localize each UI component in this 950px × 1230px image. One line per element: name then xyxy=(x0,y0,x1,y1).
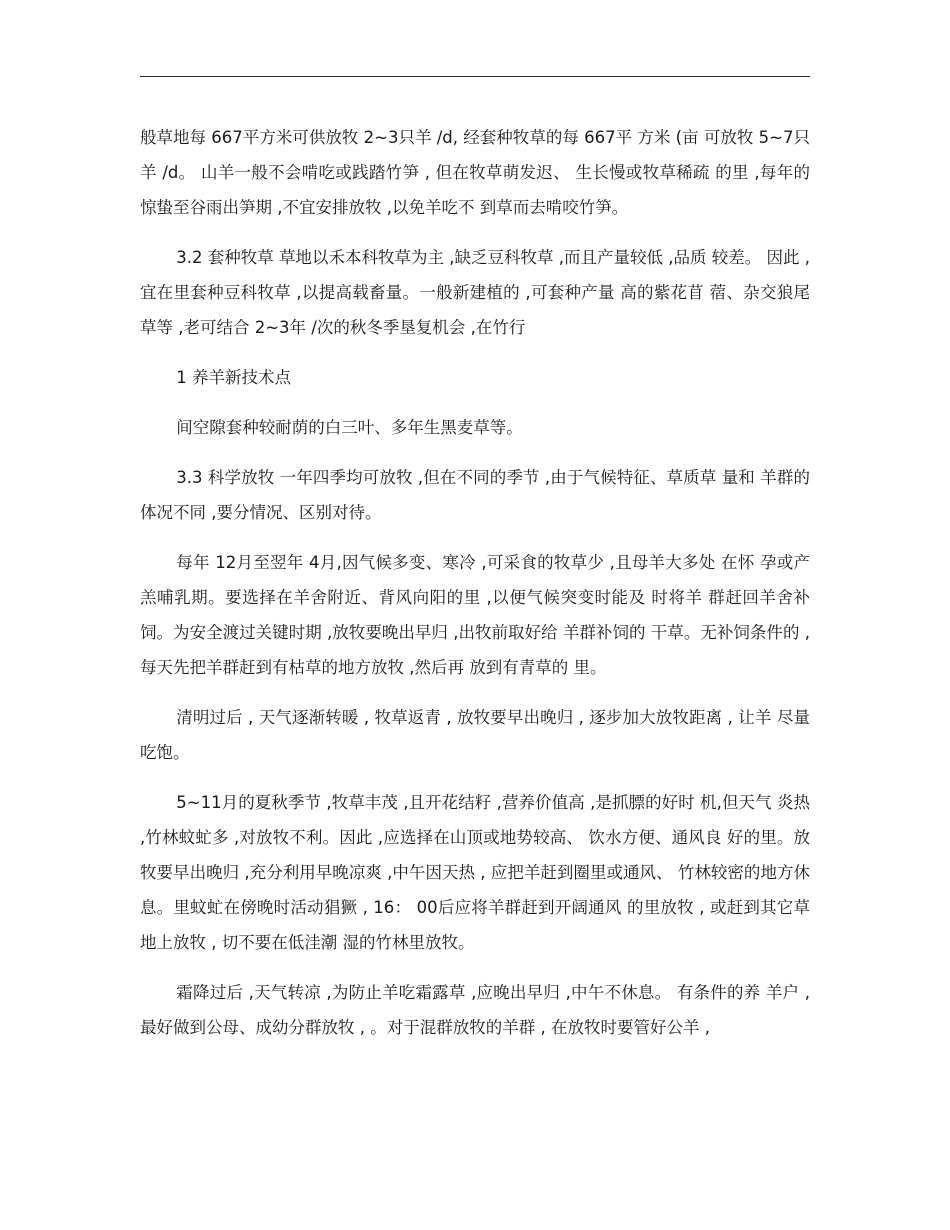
paragraph-4: 间空隙套种较耐荫的白三叶、多年生黑麦草等。 xyxy=(176,418,523,437)
paragraph-8: 5~11月的夏秋季节 ,牧草丰茂 ,且开花结籽 ,营养价值高 ,是抓膘的好时 机,但天气 炎热 ,竹林蚊虻多 ,对放牧不利。因此 ,应选择在山顶或地势较高、 饮水方便、通风良 好的里。放牧要早出晚归 ,充分利用早晚凉爽 ,中午因天热 , 应把羊赶到圈里或通风、 竹林较密的地方休息。里蚊虻在傍晚时活动猖獗 , 16： 00后应将羊群赶到开阔通风 的里放牧 , 或赶到其它草地上放牧 , 切不要在低洼潮 湿的竹林里放牧。 xyxy=(140,793,810,952)
document-body xyxy=(140,120,810,1060)
paragraph-7: 清明过后 , 天气逐渐转暖 , 牧草返青 , 放牧要早出晚归 , 逐步加大放牧距离 , 让羊 尽量吃饱。 xyxy=(140,708,810,762)
paragraph-2: 3.2 套种牧草 草地以禾本科牧草为主 ,缺乏豆科牧草 ,而且产量较低 ,品质 较差。 因此 ,宜在里套种豆科牧草 ,以提高载畜量。一般新建植的 ,可套种产量 高的紫花苜 蓿、杂交狼尾草等 ,老可结合 2~3年 /次的秋冬季垦复机会 ,在竹行 xyxy=(140,248,810,337)
paragraph-5: 3.3 科学放牧 一年四季均可放牧 ,但在不同的季节 ,由于气候特征、草质草 量和 羊群的体况不同 ,要分情况、区别对待。 xyxy=(140,468,810,522)
paragraph-9: 霜降过后 ,天气转凉 ,为防止羊吃霜露草 ,应晚出早归 ,中午不休息。 有条件的养 羊户 ,最好做到公母、成幼分群放牧 , 。对于混群放牧的羊群 , 在放牧时要管好公羊 , xyxy=(140,983,810,1037)
paragraph-3: 1 养羊新技术点 xyxy=(176,368,292,387)
paragraph-1: 般草地每 667平方米可供放牧 2~3只羊 /d, 经套种牧草的每 667平 方米 (亩 可放牧 5~7只羊 /d。 山羊一般不会啃吃或践踏竹笋 , 但在牧草萌发迟、 生长慢或牧草稀疏 的里 ,每年的惊蛰至谷雨出笋期 ,不宜安排放牧 ,以免羊吃不 到草而去啃咬竹笋。 xyxy=(140,128,810,217)
paragraph-6: 每年 12月至翌年 4月,因气候多变、寒冷 ,可采食的牧草少 ,且母羊大多处 在怀 孕或产羔哺乳期。要选择在羊舍附近、背风向阳的里 ,以便气候突变时能及 时将羊 群赶回羊舍补饲。为安全渡过关键时期 ,放牧要晚出早归 ,出牧前取好给 羊群补饲的 干草。无补饲条件的 ,每天先把羊群赶到有枯草的地方放牧 ,然后再 放到有青草的 里。 xyxy=(140,553,810,677)
header-rule xyxy=(140,76,810,77)
